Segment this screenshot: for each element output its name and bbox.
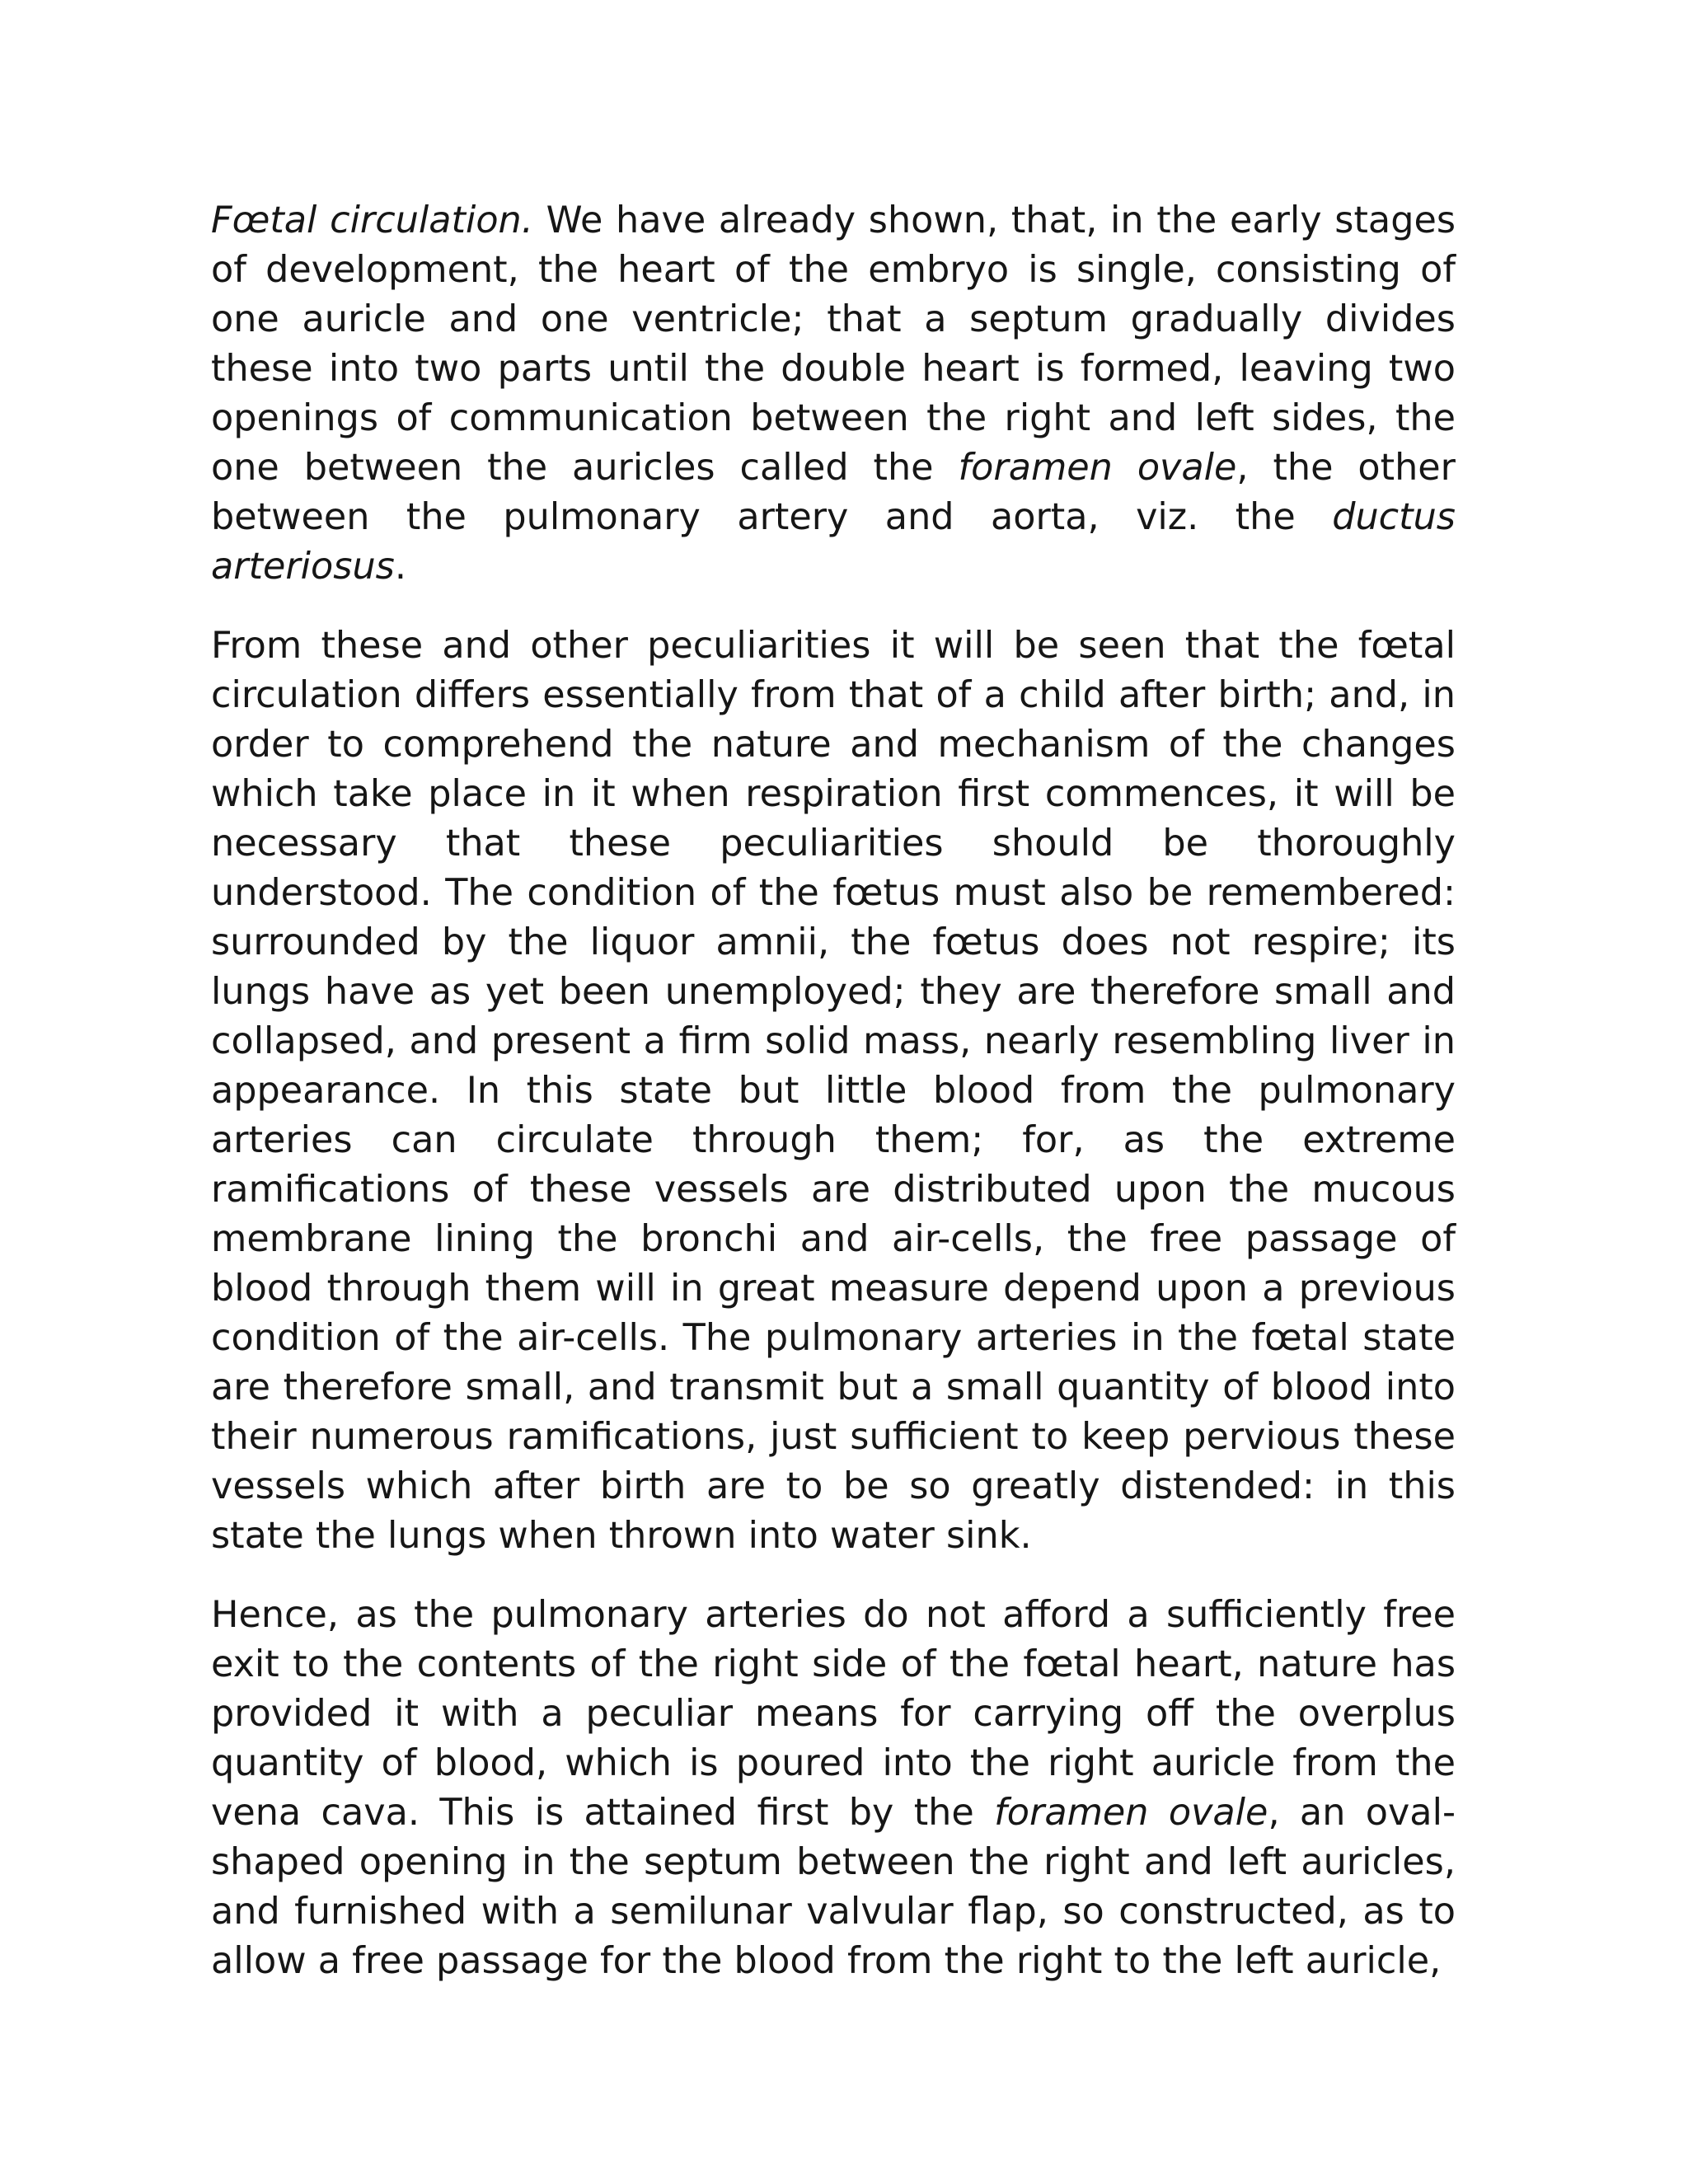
paragraph-peculiarities [211, 621, 1456, 1561]
paragraph-text: , the other between the pulmonary artery and aorta, viz. the [211, 447, 1456, 538]
paragraph-text: Hence, as the pulmonary arteries do not afford a sufficiently free exit to the contents of the right side of the fœtal heart, nature has provided it with a peculiar means for carrying off the overplus quantity of blood, which is poured into the right auricle from the vena cava. This is attained first by the [211, 1594, 1456, 1834]
term-foramen-ovale: foramen ovale [994, 1792, 1268, 1834]
term-foramen-ovale: foramen ovale [958, 447, 1237, 489]
paragraph-text: . [394, 546, 407, 588]
document-page [211, 196, 1456, 2016]
term-ductus-arteriosus: ductus arteriosus [211, 496, 1456, 588]
paragraph-text: From these and other peculiarities it will be seen that the fœtal circulation differs essentially from that of a child after birth; and, in order to comprehend the nature and mechanism of the changes which take place in it when respiration first commences, it will be necessary that these peculiarities should be thoroughly understood. The condition of the fœtus must also be remembered: surrounded by the liquor amnii, the fœtus does not respire; its lungs have as yet been unemployed; they are therefore small and collapsed, and present a firm solid mass, nearly resembling liver in appearance. In this state but little blood from the pulmonary arteries can circulate through them; for, as the extreme ramifications of these vessels are distributed upon the mucous membrane lining the bronchi and air-cells, the free passage of blood through them will in great measure depend upon a previous condition of the air-cells. The pulmonary arteries in the fœtal state are therefore small, and transmit but a small quantity of blood into their numerous ramifications, just sufficient to keep pervious these vessels which after birth are to be so greatly distended: in this state the lungs when thrown into water sink. [211, 625, 1456, 1557]
paragraph-fetal-circulation [211, 196, 1456, 592]
section-heading-fetal-circulation: Fœtal circulation. [211, 199, 533, 241]
paragraph-text: We have already shown, that, in the early stages of development, the heart of the embryo is single, consisting of one auricle and one ventricle; that a septum gradually divides these into two parts until the double heart is formed, leaving two openings of communication between the right and left sides, the one between the auricles called the [211, 199, 1456, 489]
paragraph-text: , an oval-shaped opening in the septum between the right and left auricles, and furnished with a semilunar valvular flap, so constructed, as to allow a free passage for the blood from the right to the left auricle, [211, 1792, 1456, 1982]
paragraph-foramen-ovale [211, 1591, 1456, 1986]
